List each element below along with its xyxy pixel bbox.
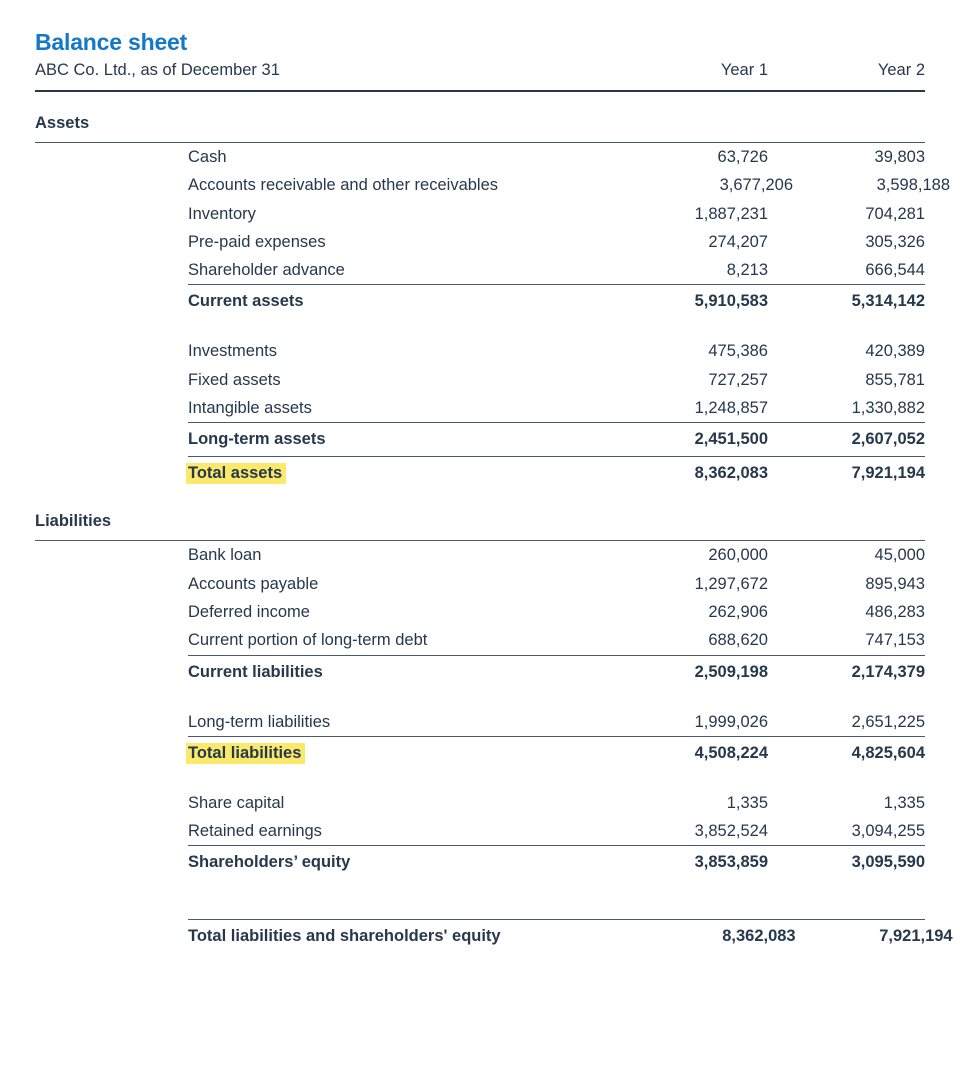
row-label: Intangible assets bbox=[188, 399, 312, 418]
row-value-year1: 475,386 bbox=[708, 342, 768, 361]
row-label: Fixed assets bbox=[188, 370, 281, 389]
row-value-year2: 3,095,590 bbox=[851, 853, 925, 872]
row-spacer bbox=[35, 689, 925, 708]
row-label: Current liabilities bbox=[188, 662, 323, 681]
row-value-year2: 7,921,194 bbox=[851, 464, 925, 483]
row-value-year1: 3,852,524 bbox=[694, 822, 768, 841]
row-value-year2: 2,651,225 bbox=[851, 712, 925, 731]
row-value-year2: 704,281 bbox=[865, 204, 925, 223]
row-value-year2: 666,544 bbox=[865, 261, 925, 280]
row-spacer bbox=[35, 879, 925, 919]
table-row bbox=[35, 200, 925, 228]
row-value-year1: 63,726 bbox=[717, 148, 768, 166]
row-label: Investments bbox=[188, 342, 277, 361]
row-value-year2: 747,153 bbox=[865, 631, 925, 650]
row-label: Share capital bbox=[188, 793, 285, 812]
row-value-year2: 39,803 bbox=[874, 148, 925, 166]
section-heading-liabilities: Liabilities bbox=[35, 512, 112, 531]
row-label: Inventory bbox=[188, 204, 256, 223]
table-row bbox=[35, 817, 925, 845]
section-assets bbox=[35, 92, 951, 490]
row-value-year2: 1,330,882 bbox=[851, 399, 925, 418]
row-value-year2: 3,598,188 bbox=[876, 176, 951, 195]
row-value-year2: 5,314,142 bbox=[851, 292, 925, 311]
row-value-year2: 420,389 bbox=[865, 342, 925, 361]
total-assets-highlight: Total assets bbox=[186, 463, 286, 484]
row-value-year1: 2,451,500 bbox=[694, 430, 768, 449]
row-value-year2: 305,326 bbox=[865, 232, 925, 251]
row-value-year1: 8,213 bbox=[726, 261, 768, 280]
row-value-year1: 8,362,083 bbox=[694, 464, 768, 483]
column-header-group bbox=[568, 59, 925, 81]
row-label: Retained earnings bbox=[188, 822, 322, 841]
table-row bbox=[35, 256, 925, 284]
row-value-year2: 486,283 bbox=[865, 602, 925, 621]
row-value-year2: 1,335 bbox=[883, 793, 925, 812]
subtotal-row-current-assets bbox=[35, 285, 925, 318]
table-row bbox=[35, 789, 925, 817]
row-value-year1: 727,257 bbox=[708, 370, 768, 389]
row-value-year2: 2,607,052 bbox=[851, 430, 925, 449]
table-row bbox=[35, 708, 925, 736]
document-header bbox=[35, 0, 925, 92]
column-header-year2: Year 2 bbox=[877, 61, 925, 79]
row-label: Pre-paid expenses bbox=[188, 232, 326, 251]
subtotal-row-current-liabilities bbox=[35, 656, 925, 689]
total-row-liabilities bbox=[35, 737, 925, 770]
row-label: Total liabilities and shareholders' equity bbox=[188, 927, 501, 946]
row-value-year2: 855,781 bbox=[865, 370, 925, 389]
row-value-year1: 5,910,583 bbox=[694, 292, 768, 311]
row-value-year2: 895,943 bbox=[865, 574, 925, 593]
row-label: Current assets bbox=[188, 292, 304, 311]
row-value-year1: 3,853,859 bbox=[694, 853, 768, 872]
table-row bbox=[35, 143, 925, 171]
row-spacer bbox=[35, 318, 925, 337]
row-value-year1: 1,335 bbox=[726, 793, 768, 812]
column-header-year1: Year 1 bbox=[720, 61, 768, 79]
table-row bbox=[35, 598, 925, 626]
row-value-year1: 2,509,198 bbox=[694, 662, 768, 681]
row-label: Shareholders’ equity bbox=[188, 853, 351, 872]
subtotal-row-shareholders-equity bbox=[35, 846, 925, 879]
row-label: Long-term assets bbox=[188, 430, 326, 449]
header-divider bbox=[35, 90, 925, 92]
row-value-year1: 4,508,224 bbox=[694, 743, 768, 762]
row-value-year2: 3,094,255 bbox=[851, 822, 925, 841]
table-row bbox=[35, 626, 925, 654]
table-row bbox=[35, 541, 925, 569]
total-liabilities-highlight: Total liabilities bbox=[186, 743, 305, 764]
row-value-year2: 2,174,379 bbox=[851, 662, 925, 681]
row-label bbox=[35, 457, 473, 490]
page-title: Balance sheet bbox=[35, 29, 188, 55]
row-value-year1: 260,000 bbox=[708, 546, 768, 565]
row-label: Cash bbox=[188, 148, 227, 166]
section-liabilities bbox=[35, 490, 925, 769]
row-value-year2: 45,000 bbox=[874, 546, 925, 565]
subtitle-and-column-headers bbox=[35, 59, 925, 81]
row-spacer bbox=[35, 770, 925, 789]
row-label: Bank loan bbox=[188, 546, 262, 565]
row-label: Accounts payable bbox=[188, 574, 319, 593]
row-label: Long-term liabilities bbox=[188, 712, 331, 731]
row-label: Current portion of long-term debt bbox=[188, 631, 428, 650]
row-label: Accounts receivable and other receivables bbox=[188, 176, 499, 195]
total-row-assets bbox=[35, 457, 925, 490]
table-row bbox=[35, 366, 925, 394]
table-row bbox=[35, 228, 925, 256]
table-row bbox=[35, 337, 925, 365]
section-heading-assets: Assets bbox=[35, 114, 90, 132]
grand-total-row bbox=[35, 920, 953, 953]
row-label: Deferred income bbox=[188, 602, 310, 621]
row-value-year1: 1,999,026 bbox=[694, 712, 768, 731]
section-equity bbox=[35, 770, 953, 954]
subtotal-row-longterm-assets bbox=[35, 423, 925, 456]
row-value-year1: 274,207 bbox=[708, 232, 768, 251]
row-value-year1: 1,248,857 bbox=[694, 399, 768, 418]
row-value-year1: 688,620 bbox=[708, 631, 768, 650]
row-label: Shareholder advance bbox=[188, 261, 345, 280]
row-value-year2: 4,825,604 bbox=[851, 743, 925, 762]
row-value-year1: 3,677,206 bbox=[719, 176, 794, 195]
table-row bbox=[35, 394, 925, 422]
row-value-year1: 262,906 bbox=[708, 602, 768, 621]
row-value-year1: 1,297,672 bbox=[694, 574, 768, 593]
table-row bbox=[35, 171, 951, 199]
row-value-year2: 7,921,194 bbox=[879, 927, 953, 946]
row-value-year1: 8,362,083 bbox=[722, 927, 796, 946]
row-label bbox=[35, 737, 473, 770]
table-row bbox=[35, 570, 925, 598]
document-subtitle: ABC Co. Ltd., as of December 31 bbox=[35, 61, 280, 79]
row-value-year1: 1,887,231 bbox=[694, 204, 768, 223]
